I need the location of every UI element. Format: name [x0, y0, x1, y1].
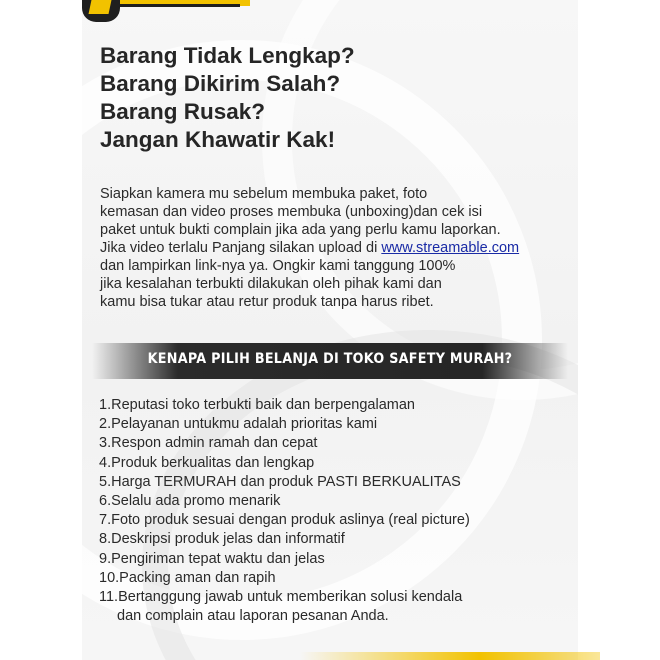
intro-line: dan lampirkan link-nya ya. Ongkir kami tanggung 100% — [100, 258, 456, 274]
list-item: 1.Reputasi toko terbukti baik dan berpengalaman — [99, 397, 415, 413]
intro-line: paket untuk bukti complain jika ada yang perlu kamu laporkan. — [100, 222, 501, 238]
header-accent-bar — [120, 0, 250, 6]
list-item: 11.Bertanggung jawab untuk memberikan solusi kendala — [99, 589, 463, 606]
list-item: 2.Pelayanan untukmu adalah prioritas kami — [99, 416, 378, 433]
intro-line: kamu bisa tukar atau retur produk tanpa harus ribet. — [100, 294, 434, 310]
list-item: 9.Pengiriman tepat waktu dan jelas — [99, 550, 325, 567]
section-banner — [92, 343, 568, 379]
intro-paragraph — [100, 185, 570, 311]
intro-line: Siapkan kamera mu sebelum membuka paket, foto — [100, 186, 428, 202]
intro-line: Jika video terlalu Panjang silakan upload di — [100, 240, 382, 256]
headline-line: Jangan Khawatir Kak! — [100, 127, 336, 152]
intro-line: jika kesalahan terbukti dilakukan oleh pihak kami dan — [100, 276, 442, 292]
list-item: 7.Foto produk sesuai dengan produk aslinya (real picture) — [99, 512, 470, 529]
streamable-link[interactable]: www.streamable.com — [381, 240, 520, 256]
list-item: 5.Harga TERMURAH dan produk PASTI BERKUALITAS — [99, 473, 461, 490]
reasons-list — [99, 396, 470, 626]
headline-line: Barang Tidak Lengkap? — [100, 43, 355, 68]
list-item: 4.Produk berkualitas dan lengkap — [99, 454, 315, 471]
banner-title: KENAPA PILIH BELANJA DI TOKO SAFETY MURAH? — [147, 351, 513, 367]
list-item: 3.Respon admin ramah dan cepat — [99, 435, 318, 452]
headline-line: Barang Dikirim Salah? — [100, 71, 341, 96]
headline-line: Barang Rusak? — [100, 99, 266, 124]
shop-logo-icon — [82, 0, 120, 22]
list-item: 10.Packing aman dan rapih — [99, 569, 276, 586]
intro-line: kemasan dan video proses membuka (unboxing)dan cek isi — [100, 204, 483, 220]
list-item-continuation: dan complain atau laporan pesanan Anda. — [117, 608, 389, 625]
footer-accent-strip — [300, 652, 600, 660]
list-item: 8.Deskripsi produk jelas dan informatif — [99, 531, 345, 548]
list-item: 6.Selalu ada promo menarik — [99, 493, 281, 510]
headline — [100, 42, 355, 154]
